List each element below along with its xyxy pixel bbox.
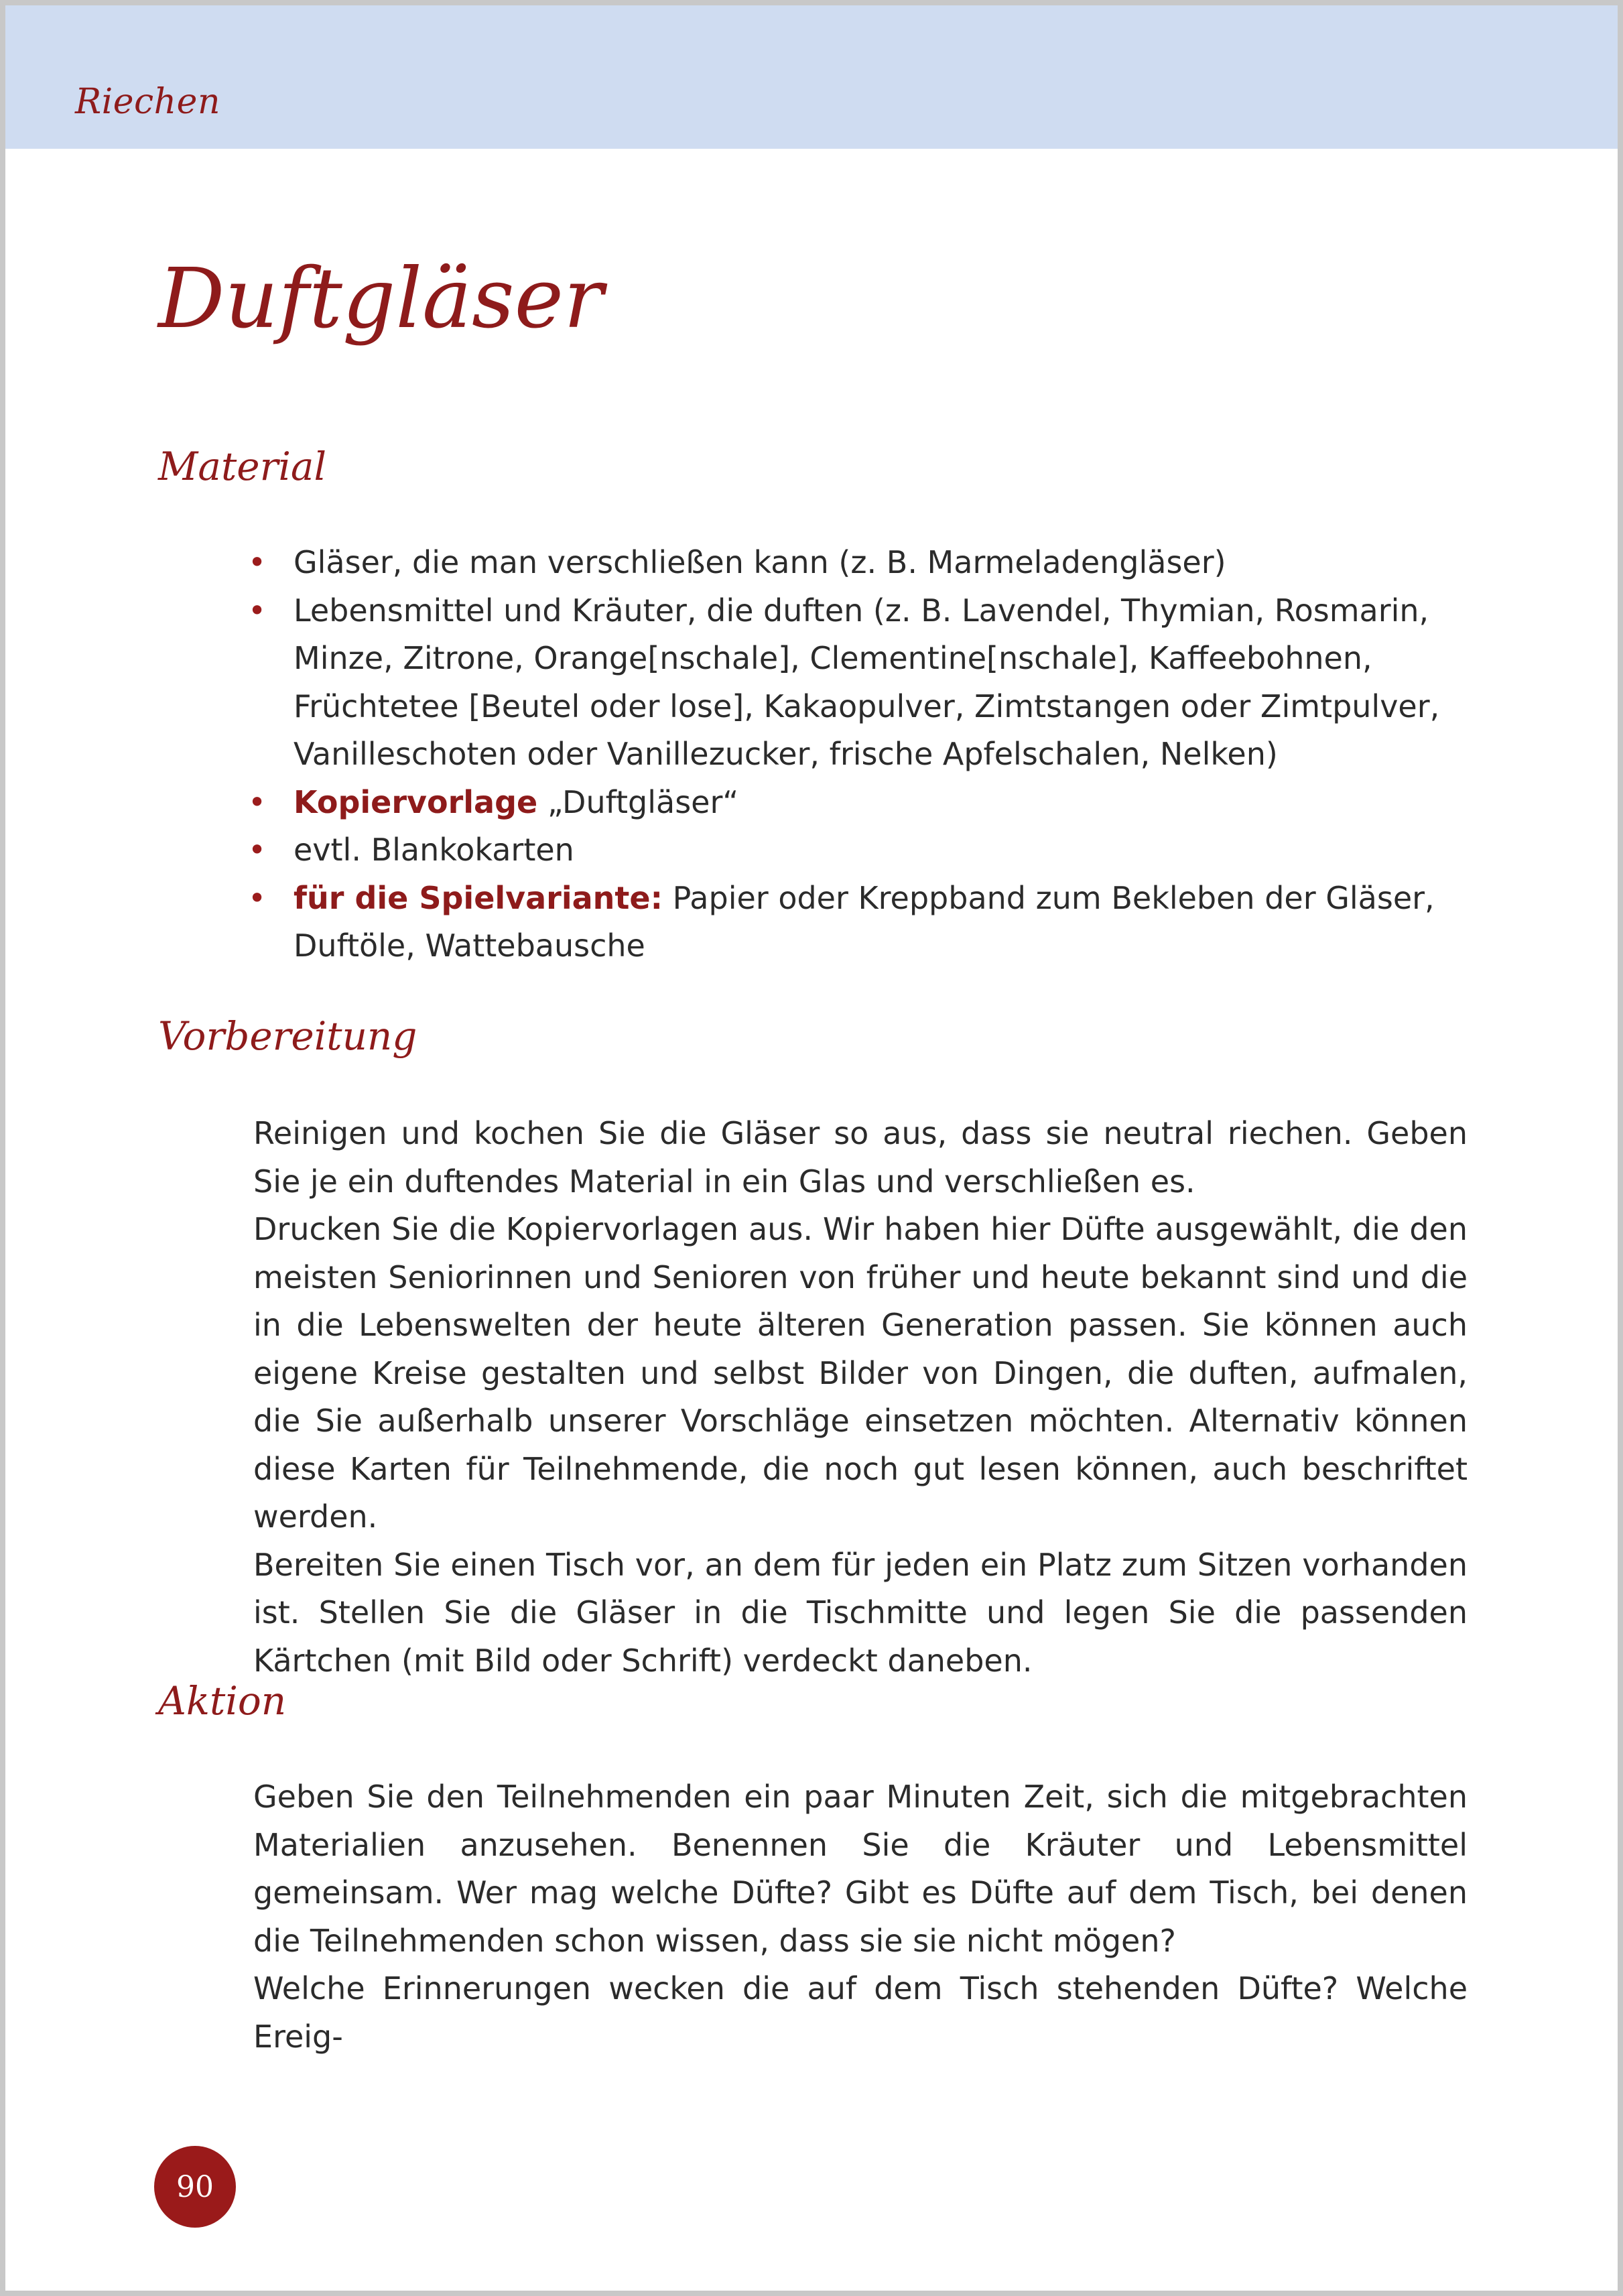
bullet-icon: • (248, 832, 267, 868)
material-item (248, 875, 1474, 970)
material-list (248, 539, 1474, 970)
bullet-icon: • (248, 544, 267, 580)
material-item-text: Gläser, die man verschließen kann (z. B. Marmeladengläser) (294, 544, 1226, 580)
paragraph: Bereiten Sie einen Tisch vor, an dem für jeden ein Platz zum Sitzen vorhanden ist. Stellen Sie die Gläser in die Tischmitte und legen Sie die passenden Kärtchen (mit Bild oder Schrift) verdeckt daneben. (253, 1546, 1468, 1679)
material-item-accent: für die Spielvariante: (294, 879, 663, 916)
aktion-heading: Aktion (158, 1678, 287, 1724)
paragraph: Drucken Sie die Kopiervorlagen aus. Wir haben hier Düfte ausgewählt, die den meisten Seniorinnen und Senioren von früher und heute bekannt sind und die in die Lebenswelten der heute älteren Generation passen. Sie können auch eigene Kreise gestalten und selbst Bilder von Dingen, die duften, aufmalen, die Sie außerhalb unserer Vorschläge einsetzen möchten. Alternativ können diese Karten für Teilnehmende, die noch gut lesen können, auch beschriftet werden. (253, 1211, 1468, 1535)
material-item-text: „Duftgläser“ (537, 783, 739, 820)
paragraph: Reinigen und kochen Sie die Gläser so aus, dass sie neutral riechen. Geben Sie je ein duftendes Material in ein Glas und verschließen es. (253, 1115, 1468, 1200)
material-item (248, 779, 1474, 827)
material-item-text: Papier oder Kreppband zum Bekleben der Gläser, Duftöle, Wattebausche (294, 879, 1435, 964)
material-item (248, 539, 1474, 587)
material-heading: Material (158, 444, 327, 489)
paragraph: Geben Sie den Teilnehmenden ein paar Minuten Zeit, sich die mitgebrachten Materialien anzusehen. Benennen Sie die Kräuter und Lebensmittel gemeinsam. Wer mag welche Düfte? Gibt es Düfte auf dem Tisch, bei denen die Teilnehmenden schon wissen, dass sie sie nicht mögen? (253, 1779, 1468, 1959)
page-title: Duftgläser (158, 251, 604, 347)
material-item-text: evtl. Blankokarten (294, 832, 574, 868)
bullet-icon: • (248, 592, 267, 629)
page-number: 90 (154, 2146, 236, 2228)
vorbereitung-heading: Vorbereitung (158, 1013, 417, 1059)
aktion-text (253, 1773, 1468, 2061)
bullet-icon: • (248, 879, 267, 916)
material-item-text: Lebensmittel und Kräuter, die duften (z. B. Lavendel, Thymian, Rosmarin, Minze, Zitrone, Orange[nschale], Clementine[nschale], Kaffeebohnen, Früchtetee [Beutel oder lose], Kakaopulver, Zimtstangen oder Zimtpulver, Vanilleschoten oder Vanillezucker, frische Apfelschalen, Nelken) (294, 592, 1440, 772)
vorbereitung-text (253, 1110, 1468, 1685)
header-band (5, 5, 1618, 149)
bullet-icon: • (248, 783, 267, 820)
material-item (248, 587, 1474, 779)
running-header-section: Riechen (75, 82, 220, 122)
material-item-accent: Kopiervorlage (294, 783, 538, 820)
material-item (248, 826, 1474, 875)
paragraph: Welche Erinnerungen wecken die auf dem Tisch stehenden Düfte? Welche Ereig- (253, 1970, 1468, 2055)
